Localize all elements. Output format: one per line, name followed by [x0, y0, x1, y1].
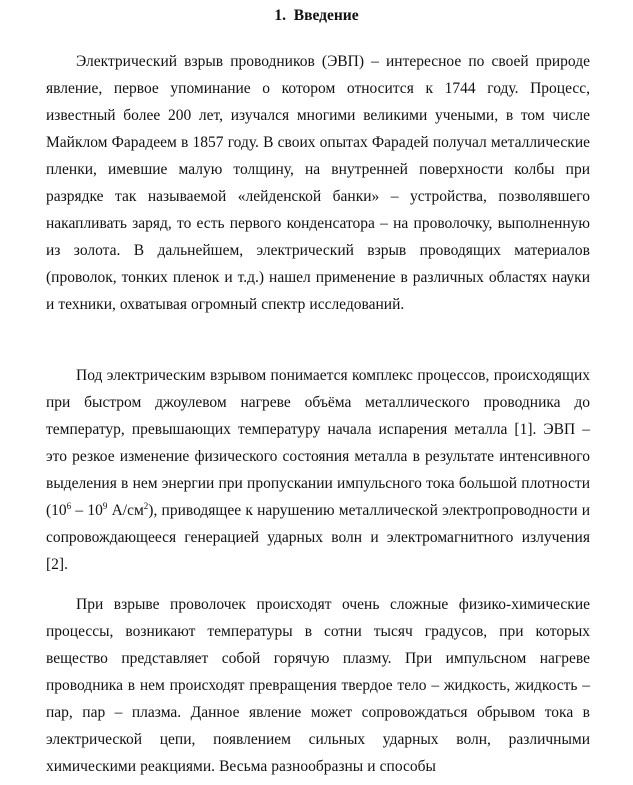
section-heading	[0, 6, 633, 26]
section-number: 1.	[274, 7, 286, 24]
paragraph-processes: При взрыве проволочек происходят очень сложные физико-химические процессы, возникают температуры в сотни тысяч градусов, при которых вещество представляет собой горячую плазму. При импульсном нагреве проводника в нем происходят превращения твердое тело – жидкость, жидкость – пар, пар – плазма. Данное явление может сопровождаться обрывом тока в электрической цепи, появлением сильных ударных волн, различными химическими реакциями. Весьма разнообразны и способы	[46, 596, 590, 775]
paragraph-definition	[46, 362, 590, 578]
paragraph-intro: Электрический взрыв проводников (ЭВП) – интересное по своей природе явление, первое упоминание о котором относится к 1744 году. Процесс, известный более 200 лет, изучался многими великими учеными, в том числе Майклом Фарадеем в 1857 году. В своих опытах Фарадей получал металлические пленки, имевшие малую толщину, на внутренней поверхности колбы при разрядке так называемой «лейденской банки» – устройства, позволявшего накапливать заряд, то есть первого конденсатора – на проволочку, выполненную из золота. В дальнейшем, электрический взрыв проводящих материалов (проволок, тонких пленок и т.д.) нашел применение в различных областях науки и техники, охватывая огромный спектр исследований.	[46, 53, 590, 313]
paragraph-definition-text-1: Под электрическим взрывом понимается комплекс процессов, происходящих при быстром джоулевом нагреве объёма металлического проводника до температур, превышающих температуру начала испарения металла [1]. ЭВП – это резкое изменение физического состояния металла в результате интенсивного выделения в нем энергии при пропускании импульсного тока большой плотности (10	[46, 367, 590, 519]
section-title: Введение	[293, 7, 359, 24]
exponent-9: 9	[102, 501, 108, 511]
paragraph-definition-text-2: – 10	[71, 502, 103, 519]
exponent-6: 6	[66, 501, 72, 511]
paragraph-definition-text-4: ), приводящее к нарушению металлической электропроводности и сопровождающееся генерацией ударных волн и электромагнитного излучения [2].	[46, 502, 591, 573]
paragraph-definition-text-3: А/см	[107, 502, 144, 519]
exponent-2: 2	[143, 501, 149, 511]
